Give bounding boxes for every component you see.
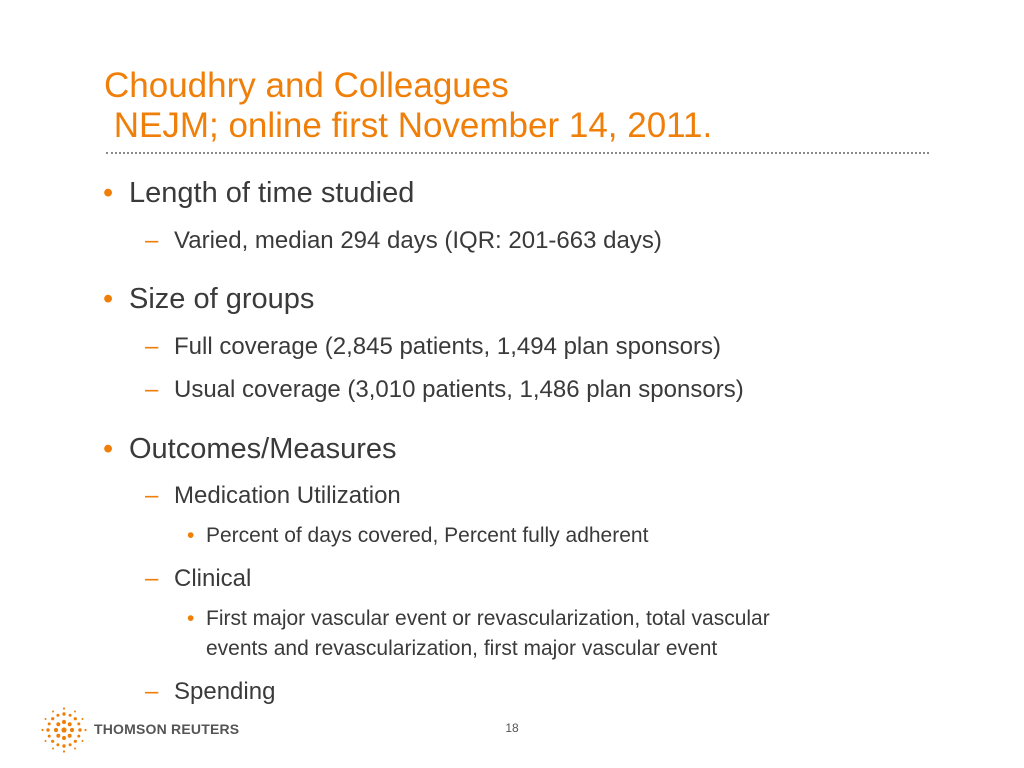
title-line-1: Choudhry and Colleagues xyxy=(104,66,509,105)
logo-text: THOMSON REUTERS xyxy=(94,721,240,737)
sub-bullet-text: Varied, median 294 days (IQR: 201-663 days) xyxy=(174,227,662,254)
bullet-icon: • xyxy=(103,177,114,209)
title-line-2: NEJM; online first November 14, 2011. xyxy=(104,106,713,145)
dash-icon: – xyxy=(145,565,159,592)
bullet-text: Length of time studied xyxy=(129,177,415,209)
bullet-icon: • xyxy=(187,607,195,630)
thomson-reuters-logo xyxy=(40,707,240,753)
dash-icon: – xyxy=(145,376,159,403)
bullet-icon: • xyxy=(103,433,114,465)
dash-icon: – xyxy=(145,678,159,705)
sub-bullet-text: Usual coverage (3,010 patients, 1,486 plan sponsors) xyxy=(174,376,744,403)
sub-bullet-text: Clinical xyxy=(174,565,252,592)
sub-bullet-text: Medication Utilization xyxy=(174,482,401,509)
sub-bullet-text: Full coverage (2,845 patients, 1,494 plan sponsors) xyxy=(174,333,721,360)
bullet-text: Size of groups xyxy=(129,283,315,315)
page-number: 18 xyxy=(505,721,519,735)
dash-icon: – xyxy=(145,482,159,509)
bullet-icon: • xyxy=(187,524,195,547)
sub-sub-bullet-text: Percent of days covered, Percent fully adherent xyxy=(206,524,649,547)
bullet-text: Outcomes/Measures xyxy=(129,433,397,465)
thomson-reuters-dot-sphere-icon xyxy=(40,707,88,753)
dash-icon: – xyxy=(145,227,159,254)
sub-sub-bullet-text-continued: events and revascularization, first major vascular event xyxy=(206,637,718,660)
dash-icon: – xyxy=(145,333,159,360)
sub-sub-bullet-text: First major vascular event or revascularization, total vascular xyxy=(206,607,770,630)
sub-bullet-text: Spending xyxy=(174,678,276,705)
bullet-icon: • xyxy=(103,283,114,315)
